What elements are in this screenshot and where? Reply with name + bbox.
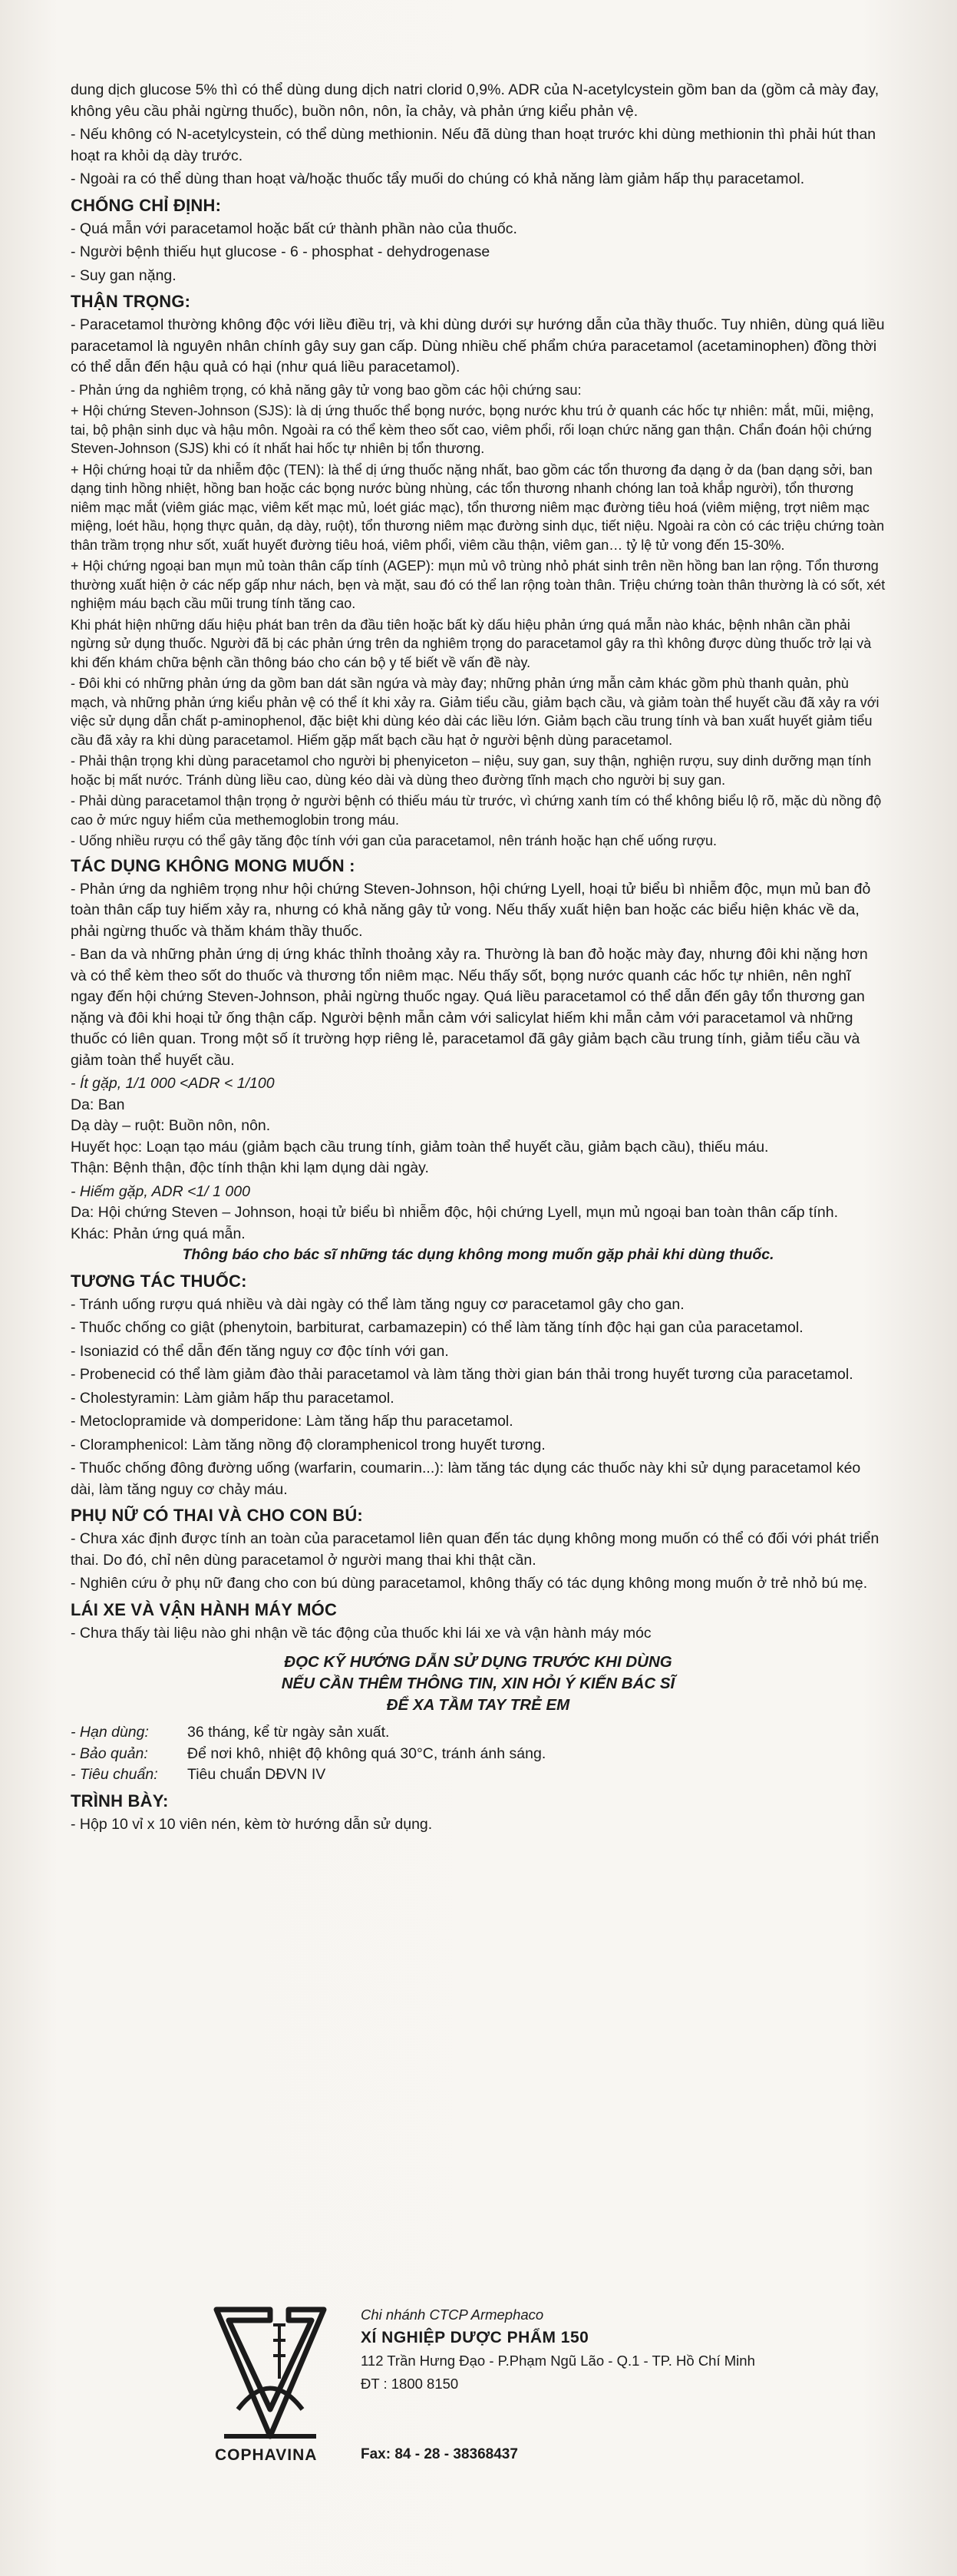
caution-item: + Hội chứng Steven-Johnson (SJS): là dị ứng thuốc thể bọng nước, bọng nước khu trú ở quanh các hốc tự nhiên: mắt, mũi, miệng, tai, bộ phận sinh dục và hậu môn. Ngoài ra có thể kèm theo sốt cao, viêm phổi, rối loạn chức năng gan thận. Chẩn đoán hội chứng Steven-Johnson (SJS) khi có ít nhất hai hốc tự nhiên bị tổn thương. [71,403,874,456]
adverse-heading: TÁC DỤNG KHÔNG MONG MUỐN : [71,855,355,875]
pregnancy-heading: PHỤ NỮ CÓ THAI VÀ CHO CON BÚ: [71,1506,363,1525]
interaction-item: - Tránh uống rượu quá nhiều và dài ngày có thể làm tăng nguy cơ paracetamol gây cho gan. [71,1295,685,1313]
caution-item: - Paracetamol thường không độc với liều điều trị, và khi dùng dưới sự hướng dẫn của thầy thuốc. Tuy nhiên, dùng quá liều paracetamol là nguyên nhân chính gây suy gan cấp. Dùng nhiều chế phẩm chứa paracetamol (acetaminophen) đồng thời có thể dẫn đến hậu quả có hại (như quá liều paracetamol). [71,316,885,375]
caution-item: - Phải dùng paracetamol thận trọng ở người bệnh có thiếu máu từ trước, vì chứng xanh tím có thể không biểu lộ rõ, mặc dù nồng độ cao ở mức nguy hiểm của methemoglobin trong máu. [71,793,882,828]
caution-item: - Đôi khi có những phản ứng da gồm ban dát sần ngứa và mày đay; những phản ứng mẫn cảm khác gồm phù thanh quản, phù mạch, và những phản ứng kiểu phản vệ có thể ít khi xảy ra. Giảm tiểu cầu, giảm bạch cầu, và giảm toàn thể huyết cầu đã xảy ra với việc sử dụng dẫn chất p-aminophenol, đặc biệt khi dùng kéo dài các liều lớn. Giảm bạch cầu trung tính và ban xuất huyết giảm tiểu cầu đã xảy ra khi dùng paracetamol. Hiếm gặp mất bạch cầu hạt ở người bệnh dùng paracetamol. [71,676,879,748]
caution-item: - Uống nhiều rượu có thể gây tăng độc tính với gan của paracetamol, nên tránh hoặc hạn chế uống rượu. [71,833,718,848]
intro-para-1: dung dịch glucose 5% thì có thể dùng dung dịch natri clorid 0,9%. ADR của N-acetylcystein gồm ban da (gồm cả mày đay, không yêu cầu phải ngừng thuốc), buồn nôn, nôn, ỉa chảy, và phản ứng kiểu phản vệ. [71,81,879,120]
uncommon-item: Da: Ban [71,1096,125,1113]
standard-value: Tiêu chuẩn DĐVN IV [187,1766,326,1783]
contra-item: - Quá mẫn với paracetamol hoặc bất cứ thành phần nào của thuốc. [71,220,517,237]
interaction-item: - Probenecid có thể làm giảm đào thải paracetamol và làm tăng thời gian bán thải trong huyết tương của paracetamol. [71,1366,853,1383]
standard-row [71,1764,886,1786]
interactions-heading: TƯƠNG TÁC THUỐC: [71,1271,247,1291]
caution-item: - Phản ứng da nghiêm trọng, có khả năng gây tử vong bao gồm các hội chứng sau: [71,382,582,398]
intro-para-2: - Nếu không có N-acetylcystein, có thể dùng methionin. Nếu đã dùng than hoạt trước khi dùng methionin thì phải hút than hoạt ra khỏi dạ dày trước. [71,126,876,164]
leaflet-text [71,80,886,1835]
interaction-item: - Cholestyramin: Làm giảm hấp thu paracetamol. [71,1389,394,1407]
rare-item: Khác: Phản ứng quá mẫn. [71,1225,246,1242]
brand-name: COPHAVINA [215,2446,318,2464]
read-notice-line: NẾU CẦN THÊM THÔNG TIN, XIN HỎI Ý KIẾN BÁC SĨ [281,1675,675,1692]
storage-label: - Bảo quản: [71,1744,148,1762]
company-info [361,2303,790,2396]
company-address: 112 Trần Hưng Đạo - P.Phạm Ngũ Lão - Q.1 - TP. Hồ Chí Minh [361,2353,755,2369]
contraindications-heading: CHỐNG CHỈ ĐỊNH: [71,195,222,215]
company-phone: ĐT : 1800 8150 [361,2376,459,2392]
caution-heading: THẬN TRỌNG: [71,292,191,311]
pregnancy-item: - Nghiên cứu ở phụ nữ đang cho con bú dùng paracetamol, không thấy có tác dụng không mong muốn ở trẻ nhỏ bú mẹ. [71,1575,868,1592]
uncommon-item: Thận: Bệnh thận, độc tính thận khi lạm dụng dài ngày. [71,1159,429,1176]
manufacturer-footer [193,2294,777,2494]
driving-heading: LÁI XE VÀ VẬN HÀNH MÁY MÓC [71,1599,338,1619]
read-notice-line: ĐỂ XA TẦM TAY TRẺ EM [386,1696,570,1714]
uncommon-item: Huyết học: Loạn tạo máu (giảm bạch cầu trung tính, giảm toàn thể huyết cầu, giảm bạch cầu), thiếu máu. [71,1138,769,1156]
presentation-text: - Hộp 10 vỉ x 10 viên nén, kèm tờ hướng dẫn sử dụng. [71,1815,433,1833]
interaction-item: - Metoclopramide và domperidone: Làm tăng hấp thu paracetamol. [71,1413,513,1430]
storage-row [71,1744,886,1765]
rare-label: - Hiếm gặp, ADR <1/ 1 000 [71,1182,250,1200]
pregnancy-item: - Chưa xác định được tính an toàn của paracetamol liên quan đến tác dụng không mong muốn có thể có đối với phát triển thai. Do đó, chỉ nên dùng paracetamol ở người mang thai khi thật cần. [71,1530,879,1569]
interaction-item: - Thuốc chống đông đường uống (warfarin, coumarin...): làm tăng tác dụng các thuốc này khi sử dụng paracetamol kéo dài, làm tăng nguy cơ chảy máu. [71,1460,861,1498]
shelf-life-row [71,1722,886,1744]
adverse-para: - Phản ứng da nghiêm trọng như hội chứng Steven-Johnson, hội chứng Lyell, hoại tử biểu bì nhiễm độc, mụn mủ ban đỏ toàn thân cấp tuy hiếm xảy ra, nhưng có khả năng gây tử vong. Nếu thấy xuất hiện ban hoặc các biểu hiện khác về da, phải ngừng thuốc và thăm khám thầy thuốc. [71,880,871,940]
contra-item: - Suy gan nặng. [71,266,177,284]
contra-item: - Người bệnh thiếu hụt glucose - 6 - phosphat - dehydrogenase [71,243,490,260]
adverse-para: - Ban da và những phản ứng dị ứng khác thỉnh thoảng xảy ra. Thường là ban đỏ hoặc mày đay, nhưng đôi khi nặng hơn và có thể kèm theo sốt do thuốc và thương tổn niêm mạc. Nếu thấy sốt, bọng nước quanh các hốc tự nhiên, nên nghĩ ngay đến hội chứng Steven-Johnson, phải ngừng thuốc ngay. Quá liều paracetamol có thể dẫn đến gây tổn thương gan nặng và đôi khi hoại tử ống thận cấp. Người bệnh mẫn cảm với salicylat hiếm khi mẫn cảm với paracetamol và những thuốc có liên quan. Trong một số ít trường hợp riêng lẻ, paracetamol đã gây giảm bạch cầu trung tính, giảm tiểu cầu và giảm toàn thể huyết cầu. [71,946,868,1069]
company-fax: Fax: 84 - 28 - 38368437 [361,2446,518,2462]
presentation-heading: TRÌNH BÀY: [71,1791,169,1810]
read-notice-line: ĐỌC KỸ HƯỚNG DẪN SỬ DỤNG TRƯỚC KHI DÙNG [284,1653,672,1671]
driving-text: - Chưa thấy tài liệu nào ghi nhận về tác động của thuốc khi lái xe và vận hành máy móc [71,1624,652,1642]
read-notice [71,1652,886,1716]
storage-value: Để nơi khô, nhiệt độ không quá 30°C, tránh ánh sáng. [187,1744,546,1762]
interaction-item: - Thuốc chống co giật (phenytoin, barbiturat, carbamazepin) có thể làm tăng tính độc hại gan của paracetamol. [71,1319,804,1336]
interaction-item: - Cloramphenicol: Làm tăng nồng độ cloramphenicol trong huyết tương. [71,1436,546,1453]
shelf-life-value: 36 tháng, kể từ ngày sản xuất. [187,1724,390,1741]
caution-item: Khi phát hiện những dấu hiệu phát ban trên da đầu tiên hoặc bất kỳ dấu hiệu phản ứng quá mẫn nào khác, bệnh nhân cần phải ngừng sử dụng thuốc. Người đã bị các phản ứng trên da nghiêm trọng do paracetamol gây ra thì không được dùng thuốc trở lại và khi đến khám chữa bệnh cần thông báo cho cán bộ y tế biết về vấn đề này. [71,617,872,670]
standard-label: - Tiêu chuẩn: [71,1766,158,1783]
uncommon-item: Dạ dày – ruột: Buồn nôn, nôn. [71,1117,271,1134]
uncommon-label: - Ít gặp, 1/1 000 <ADR < 1/100 [71,1075,275,1092]
intro-para-3: - Ngoài ra có thể dùng than hoạt và/hoặc thuốc tẩy muối do chúng có khả năng làm giảm hấp thụ paracetamol. [71,170,805,187]
caution-item: + Hội chứng ngoại ban mụn mủ toàn thân cấp tính (AGEP): mụn mủ vô trùng nhỏ phát sinh trên nền hồng ban lan rộng. Tổn thương thường xuất hiện ở các nếp gấp như nách, bẹn và mặt, sau đó có thể lan rộng toàn thân. Triệu chứng toàn thân thường là có sốt, xét nghiệm máu bạch cầu mũi trung tính tăng cao. [71,558,886,611]
shelf-life-label: - Hạn dùng: [71,1724,149,1741]
company-name: XÍ NGHIỆP DƯỢC PHẨM 150 [361,2329,589,2346]
caution-item: + Hội chứng hoại tử da nhiễm độc (TEN): là thể dị ứng thuốc nặng nhất, bao gồm các tổn thương đa dạng ở da (ban dạng sởi, ban dạng tinh hồng nhiệt, hồng ban hoặc các bọng nước bùng nhùng, các tổn thương nhanh chóng lan toả khắp người), tổn thương niêm mạc mắt (viêm giác mạc, viêm kết mạc mủ, loét giác mạc), tổn thương niêm mạc đường tiêu hoá (viêm miệng, trợt niêm mạc miệng, loét hầu, họng thực quản, dạ dày, ruột), tổn thương niêm mạc đường sinh dục, tiết niệu. Ngoài ra còn có các triệu chứng toàn thân trầm trọng như sốt, xuất huyết đường tiêu hoá, viêm phổi, viêm cầu thận, viêm gan… tỷ lệ tử vong đến 15-30%. [71,461,885,553]
caution-item: - Phải thận trọng khi dùng paracetamol cho người bị phenyiceton – niệu, suy gan, suy thận, nghiện rượu, suy dinh dưỡng mạn tính hoặc bị mất nước. Tránh dùng liều cao, dùng kéo dài và dùng theo đường tĩnh mạch cho người bị suy gan. [71,753,872,788]
report-notice: Thông báo cho bác sĩ những tác dụng không mong muốn gặp phải khi dùng thuốc. [182,1246,774,1263]
company-branch: Chi nhánh CTCP Armephaco [361,2306,544,2323]
rare-item: Da: Hội chứng Steven – Johnson, hoại tử biểu bì nhiễm độc, hội chứng Lyell, mụn mủ ngoại ban toàn thân cấp tính. [71,1204,838,1221]
interaction-item: - Isoniazid có thể dẫn đến tăng nguy cơ độc tính với gan. [71,1342,449,1360]
